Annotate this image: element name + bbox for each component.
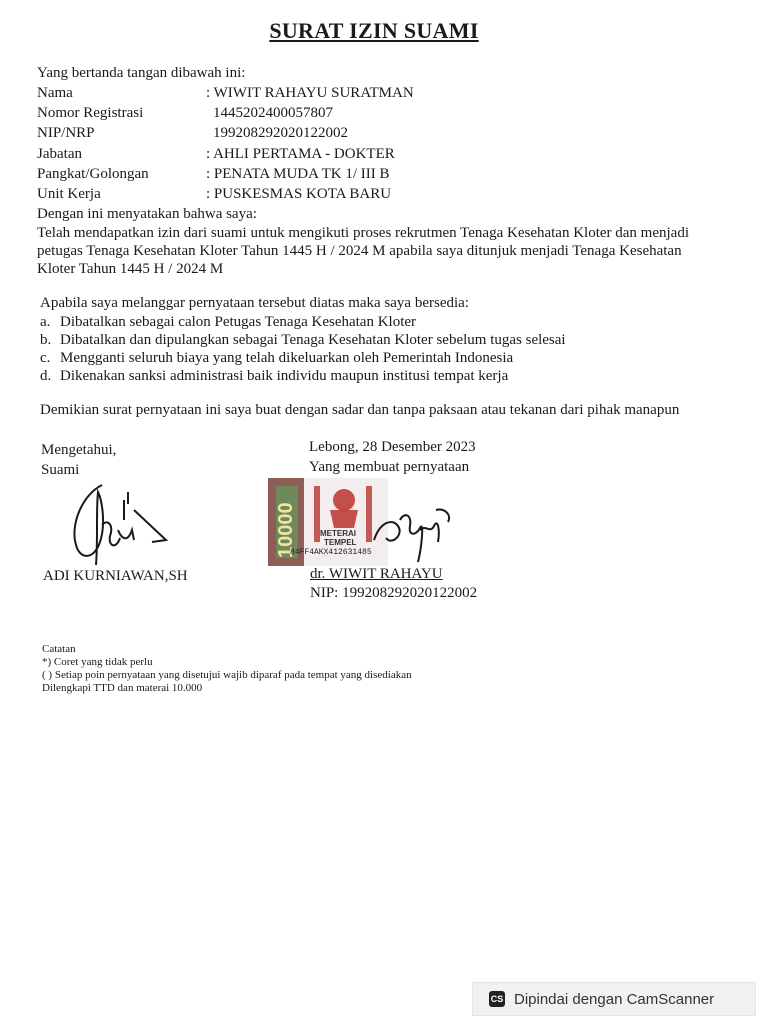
closing-statement: Demikian surat pernyataan ini saya buat dengan sadar dan tanpa paksaan atau tekanan dari pihak manapun bbox=[40, 402, 680, 418]
declarant-signature bbox=[370, 500, 456, 570]
husband-name: ADI KURNIAWAN,SH bbox=[43, 568, 188, 584]
declaration-line: petugas Tenaga Kesehatan Kloter Tahun 1445 H / 2024 M apabila saya ditunjuk menjadi Tenaga Kesehatan bbox=[37, 243, 682, 259]
declarant-nip: NIP: 199208292020122002 bbox=[310, 585, 478, 601]
declarant-role: Yang membuat pernyataan bbox=[309, 459, 470, 475]
violation-marker: a. bbox=[40, 314, 51, 330]
violation-item: Mengganti seluruh biaya yang telah dikeluarkan oleh Pemerintah Indonesia bbox=[60, 350, 514, 366]
field-label-pangkat: Pangkat/Golongan bbox=[37, 166, 149, 182]
field-label-jabatan: Jabatan bbox=[37, 146, 82, 162]
field-value-registrasi: 1445202400057807 bbox=[213, 105, 333, 121]
field-value-nip: 199208292020122002 bbox=[213, 125, 348, 141]
violation-intro: Apabila saya melanggar pernyataan tersebut diatas maka saya bersedia: bbox=[40, 295, 469, 311]
field-label-nama: Nama bbox=[37, 85, 73, 101]
stamp-label-top: METERAI bbox=[320, 529, 356, 538]
intro-text: Yang bertanda tangan dibawah ini: bbox=[37, 65, 246, 81]
camscanner-watermark bbox=[472, 982, 756, 1016]
document-title: SURAT IZIN SUAMI bbox=[269, 18, 479, 43]
field-label-nip: NIP/NRP bbox=[37, 125, 95, 141]
camscanner-text: Dipindai dengan CamScanner bbox=[514, 990, 715, 1008]
violation-marker: d. bbox=[40, 368, 52, 384]
violation-item: Dibatalkan dan dipulangkan sebagai Tenaga Kesehatan Kloter sebelum tugas selesai bbox=[60, 332, 566, 348]
violation-marker: c. bbox=[40, 350, 51, 366]
note-line: ( ) Setiap poin pernyataan yang disetujui wajib diparaf pada tempat yang disediakan bbox=[42, 669, 412, 681]
left-sign-line1: Mengetahui, bbox=[41, 442, 117, 458]
declaration-line: Kloter Tahun 1445 H / 2024 M bbox=[37, 261, 224, 277]
note-line: Dilengkapi TTD dan materai 10.000 bbox=[42, 682, 203, 694]
stamp-label-bottom: TEMPEL bbox=[324, 538, 357, 547]
field-value-unit: : PUSKESMAS KOTA BARU bbox=[206, 186, 392, 202]
field-value-nama: : WIWIT RAHAYU SURATMAN bbox=[206, 85, 414, 101]
declarant-name: dr. WIWIT RAHAYU bbox=[310, 566, 443, 582]
field-value-jabatan: : AHLI PERTAMA - DOKTER bbox=[206, 146, 395, 162]
field-label-registrasi: Nomor Registrasi bbox=[37, 105, 144, 121]
declaration-intro: Dengan ini menyatakan bahwa saya: bbox=[37, 206, 257, 222]
left-sign-line2: Suami bbox=[41, 462, 80, 478]
stamp-amount: 10000 bbox=[275, 502, 297, 558]
violation-item: Dikenakan sanksi administrasi baik individu maupun institusi tempat kerja bbox=[60, 368, 509, 384]
husband-signature bbox=[62, 480, 174, 575]
violation-marker: b. bbox=[40, 332, 52, 348]
camscanner-icon: CS bbox=[489, 991, 505, 1007]
notes-heading: Catatan bbox=[42, 643, 76, 655]
field-label-unit: Unit Kerja bbox=[37, 186, 101, 202]
stamp-serial: 84FF4AKX412631485 bbox=[290, 548, 372, 557]
place-date: Lebong, 28 Desember 2023 bbox=[309, 439, 476, 455]
violation-item: Dibatalkan sebagai calon Petugas Tenaga Kesehatan Kloter bbox=[60, 314, 417, 330]
declaration-line: Telah mendapatkan izin dari suami untuk mengikuti proses rekrutmen Tenaga Kesehatan Kloter dan menjadi bbox=[37, 225, 690, 241]
field-value-pangkat: : PENATA MUDA TK 1/ III B bbox=[206, 166, 390, 182]
note-line: *) Coret yang tidak perlu bbox=[42, 656, 153, 668]
